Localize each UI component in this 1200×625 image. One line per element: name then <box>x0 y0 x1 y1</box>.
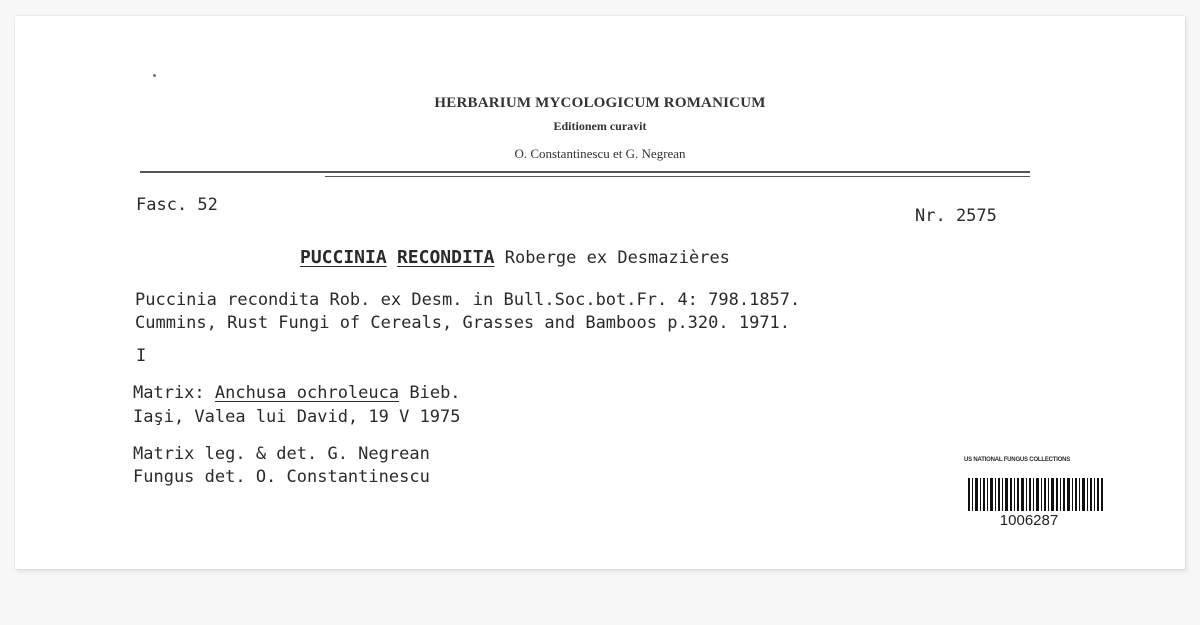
speck <box>153 74 156 77</box>
species-authority: Roberge ex Desmazières <box>504 248 730 268</box>
determiner-line: Fungus det. O. Constantinescu <box>133 467 430 487</box>
matrix-line <box>133 383 461 403</box>
header-rule <box>140 171 1030 173</box>
species-genus: PUCCINIA <box>300 247 387 268</box>
specimen-number: Nr. 2575 <box>915 206 997 226</box>
spore-stage: I <box>136 346 147 366</box>
barcode-icon <box>968 478 1103 511</box>
herbarium-title: HERBARIUM MYCOLOGICUM ROMANICUM <box>434 95 766 111</box>
reference-line: Puccinia recondita Rob. ex Desm. in Bull.Soc.bot.Fr. 4: 798.1857. <box>135 290 801 310</box>
collector-line: Matrix leg. & det. G. Negrean <box>133 444 430 464</box>
host-authority: Bieb. <box>399 383 461 403</box>
header-rule-second <box>325 176 1030 177</box>
host-name: Anchusa ochroleuca <box>214 383 400 403</box>
barcode-label <box>954 449 1121 537</box>
herbarium-subtitle: Editionem curavit <box>553 119 647 133</box>
barcode-caption: US NATIONAL FUNGUS COLLECTIONS <box>964 457 1071 463</box>
reference-line: Cummins, Rust Fungi of Cereals, Grasses and Bamboos p.320. 1971. <box>135 313 791 333</box>
locality-line: Iaşi, Valea lui David, 19 V 1975 <box>133 407 461 427</box>
herbarium-label <box>15 16 1185 569</box>
barcode-number: 1006287 <box>999 512 1059 529</box>
species-name <box>300 247 730 268</box>
fascicle-number: Fasc. 52 <box>136 195 218 215</box>
species-epithet: RECONDITA <box>396 247 495 268</box>
matrix-prefix: Matrix: <box>133 383 215 403</box>
herbarium-editors: O. Constantinescu et G. Negrean <box>514 146 686 161</box>
